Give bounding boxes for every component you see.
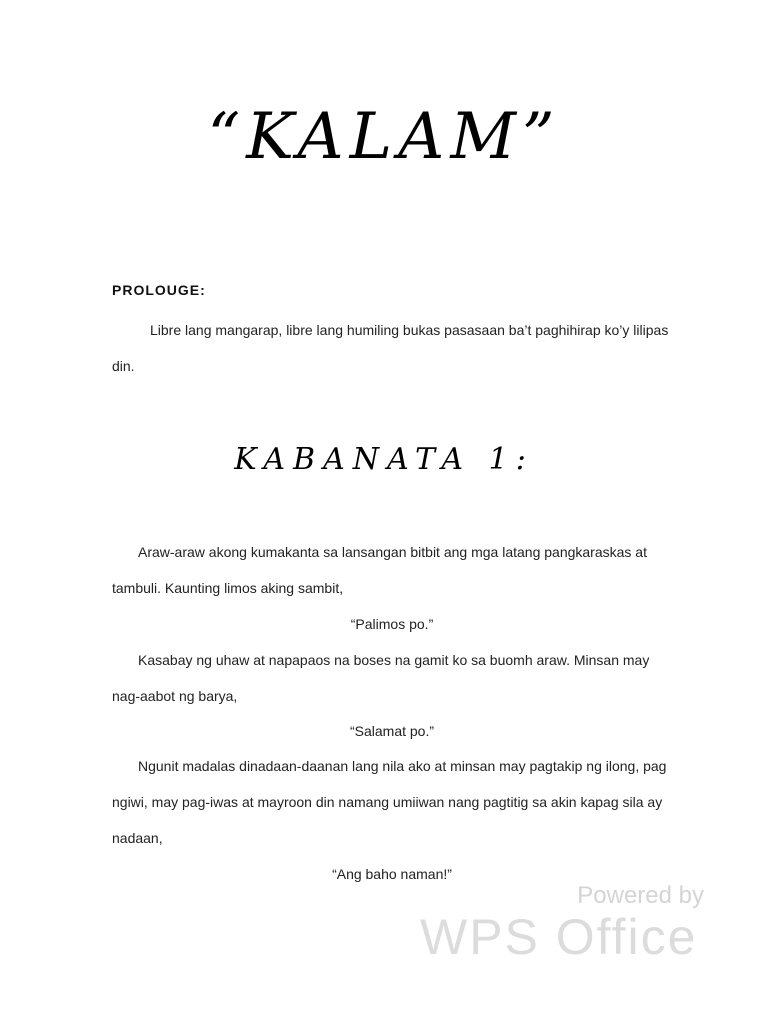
wps-office-brand: WPS Office	[420, 909, 698, 965]
powered-by-text: Powered by	[577, 882, 704, 909]
quote-3: “Ang baho naman!”	[332, 866, 452, 882]
quote-2: “Salamat po.”	[349, 723, 435, 739]
prologue-label: PROLOUGE:	[112, 282, 206, 298]
paragraph-3: Ngunit madalas dinadaan-daanan lang nila ako at minsan may pagtakip ng ilong, pag ngiwi, may pag-iwas at mayroon din namang umiiwan nang pagtitig sa akin kapag sila ay nadaan,	[112, 758, 667, 846]
quote-1: “Palimos po.”	[350, 616, 434, 632]
chapter-heading: KABANATA 1:	[234, 442, 534, 477]
paragraph-2: Kasabay ng uhaw at napapaos na boses na gamit ko sa buomh araw. Minsan may nag-aabot ng barya,	[112, 652, 650, 704]
prologue-paragraph: Libre lang mangarap, libre lang humiling bukas pasasaan ba’t paghihirap ko’y lilipas din.	[112, 322, 669, 374]
wps-watermark	[420, 880, 710, 980]
paragraph-1: Araw-araw akong kumakanta sa lansangan bitbit ang mga latang pangkaraskas at tambuli. Kaunting limos aking sambit,	[112, 544, 647, 596]
document-title: “KALAM”	[207, 100, 561, 174]
